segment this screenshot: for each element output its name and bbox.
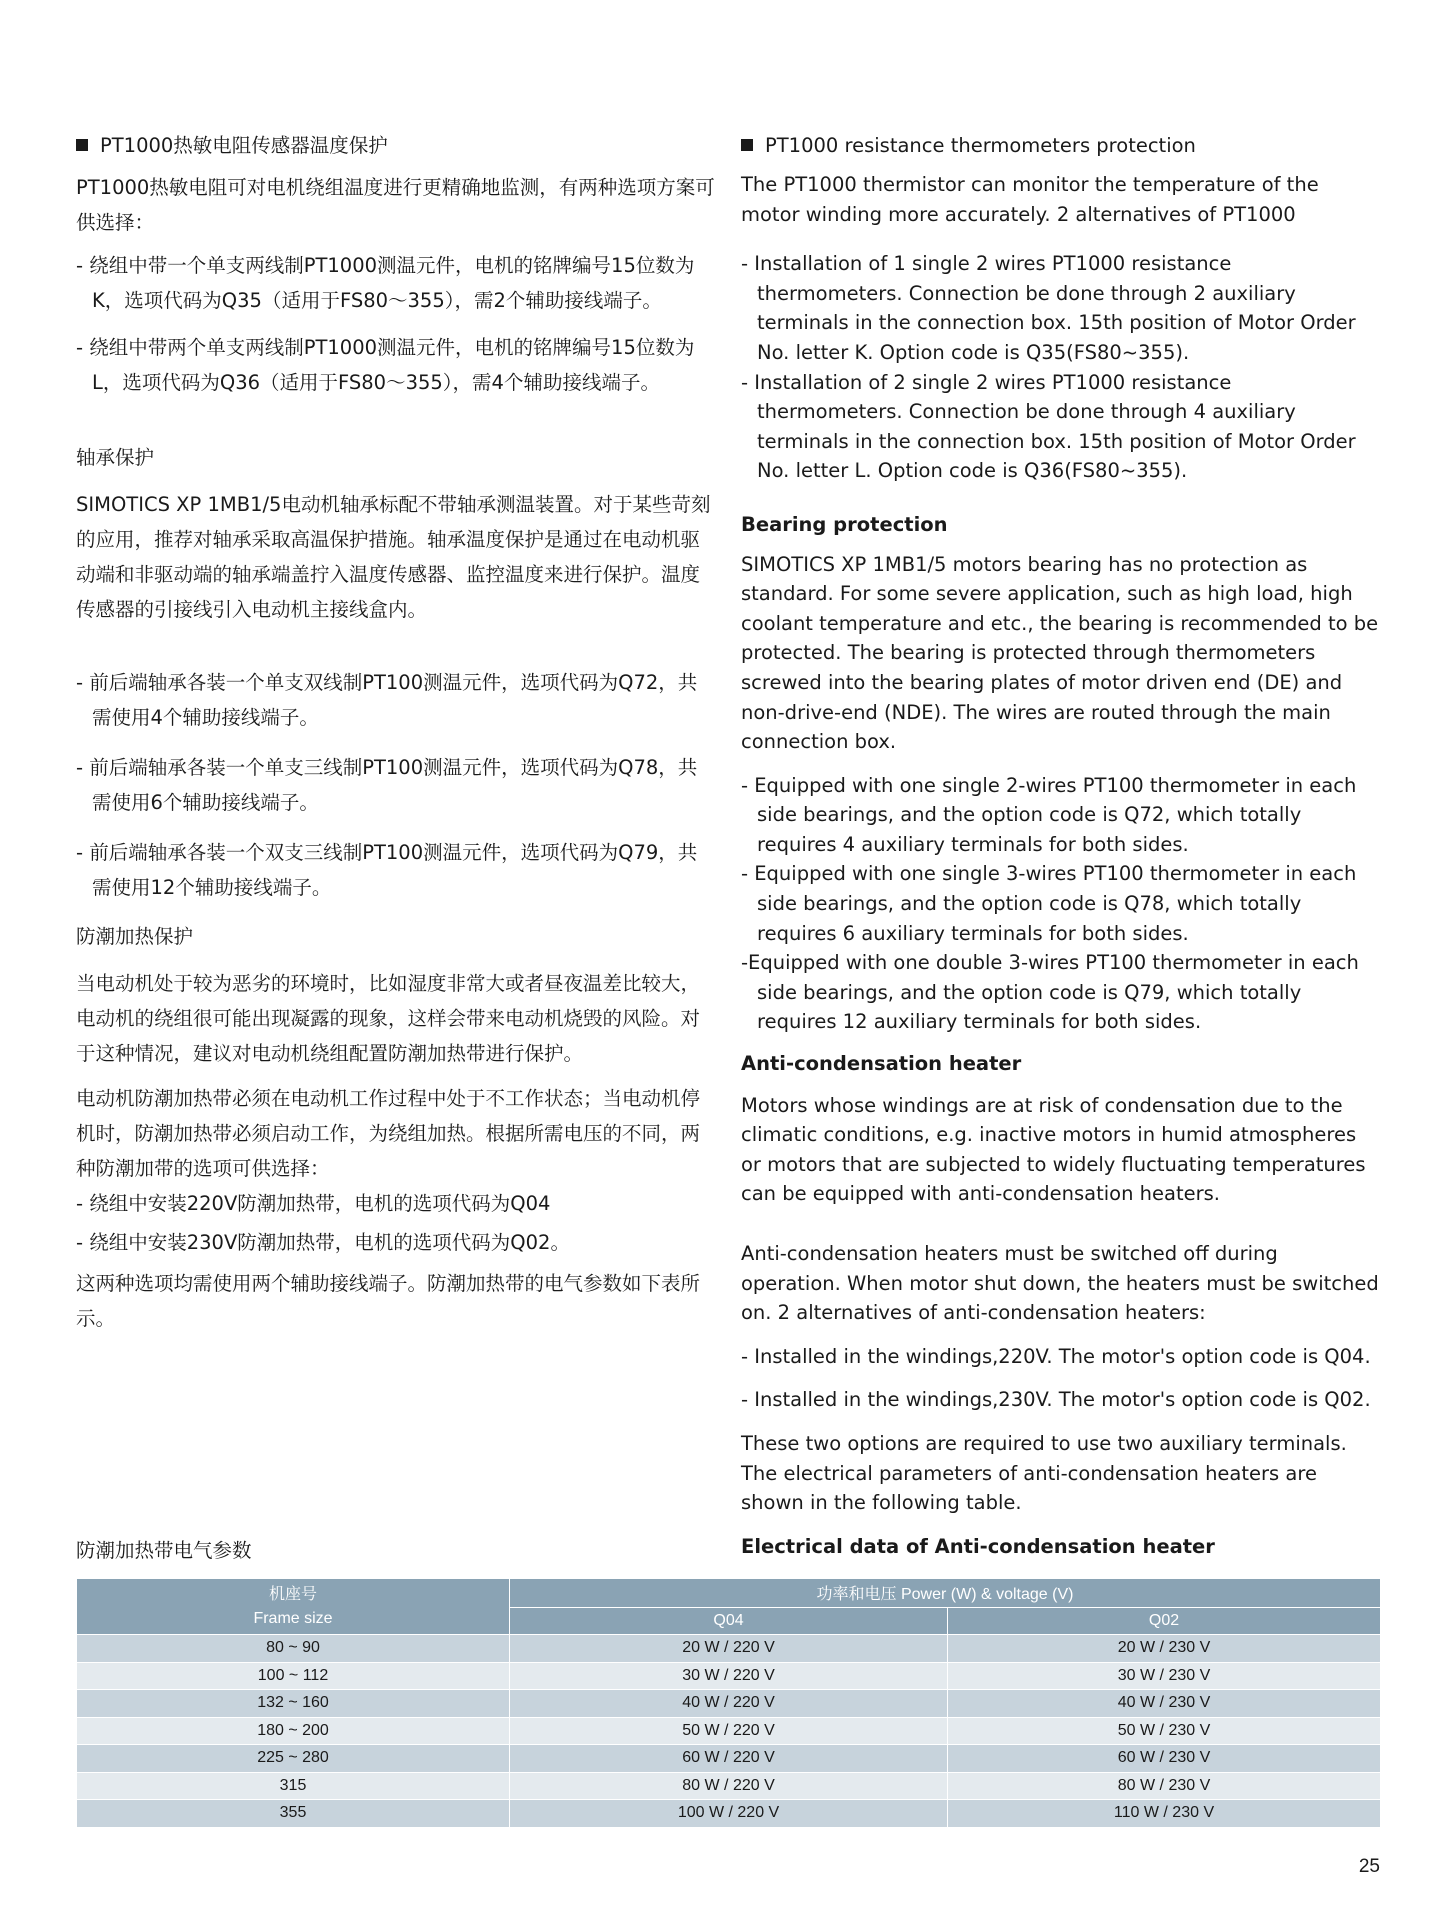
q02-cell: 110 W / 230 V <box>948 1800 1381 1828</box>
pt1000-item2-en: - Installation of 2 single 2 wires PT1000 resistance thermometers. Connection be done through 4 auxiliary terminals in the connection box. 15th position of Motor Order No. letter L. Option code is Q36(FS80~355). <box>741 370 1356 483</box>
frame-cell: 100 ~ 112 <box>77 1662 510 1690</box>
frame-cell: 315 <box>77 1772 510 1800</box>
col-header-q02: Q02 <box>948 1607 1381 1635</box>
bearing-item2-cn: - 前后端轴承各装一个单支三线制PT100测温元件，选项代码为Q78，共需使用6个辅助接线端子。 <box>76 756 698 814</box>
table-title-en: Electrical data of Anti-condensation heater <box>741 1535 1215 1558</box>
heater-item2-cn: - 绕组中安装230V防潮加热带，电机的选项代码为Q02。 <box>76 1231 570 1254</box>
frame-size-header: 机座号 Frame size <box>77 1579 510 1635</box>
frame-cell: 132 ~ 160 <box>77 1690 510 1718</box>
q02-cell: 20 W / 230 V <box>948 1635 1381 1663</box>
heater-item1-en: - Installed in the windings,220V. The motor's option code is Q04. <box>741 1344 1371 1368</box>
bearing-text-cn: SIMOTICS XP 1MB1/5电动机轴承标配不带轴承测温装置。对于某些苛刻的应用，推荐对轴承采取高温保护措施。轴承温度保护是通过在电动机驱动端和非驱动端的轴承端盖拧入温度传感器、监控温度来进行保护。温度传感器的引接线引入电动机主接线盒内。 <box>76 493 711 621</box>
q02-cell: 30 W / 230 V <box>948 1662 1381 1690</box>
bearing-item3-en: -Equipped with one double 3-wires PT100 thermometer in each side bearings, and the option code is Q79, which totally requires 12 auxiliary terminals for both sides. <box>741 951 1359 1034</box>
table-row <box>77 1800 1381 1828</box>
pt1000-intro-en: The PT1000 thermistor can monitor the temperature of the motor winding more accurately. 2 alternatives of PT1000 <box>741 173 1319 226</box>
q04-cell: 40 W / 220 V <box>510 1690 948 1718</box>
q02-cell: 40 W / 230 V <box>948 1690 1381 1718</box>
table-row <box>77 1690 1381 1718</box>
q04-cell: 50 W / 220 V <box>510 1717 948 1745</box>
heater-text1-cn: 当电动机处于较为恶劣的环境时，比如湿度非常大或者昼夜温差比较大，电动机的绕组很可能出现凝露的现象，这样会带来电动机烧毁的风险。对于这种情况，建议对电动机绕组配置防潮加热带进行保护。 <box>76 972 701 1065</box>
col-header-q04: Q04 <box>510 1607 948 1635</box>
frame-cell: 225 ~ 280 <box>77 1745 510 1773</box>
heater-text3-en: These two options are required to use two auxiliary terminals. The electrical parameters of anti-condensation heaters are shown in the following table. <box>741 1431 1347 1515</box>
table-row <box>77 1745 1381 1773</box>
heater-text1-en: Motors whose windings are at risk of condensation due to the climatic conditions, e.g. inactive motors in humid atmospheres or motors that are subjected to widely fluctuating temperatures can be equipped with anti-condensation heaters. <box>741 1093 1366 1206</box>
table-row <box>77 1662 1381 1690</box>
frame-cell: 180 ~ 200 <box>77 1717 510 1745</box>
q04-cell: 80 W / 220 V <box>510 1772 948 1800</box>
table-row <box>77 1772 1381 1800</box>
heater-heading-en: Anti-condensation heater <box>741 1052 1022 1076</box>
heater-electrical-data-table <box>76 1578 1381 1828</box>
heater-item1-cn: - 绕组中安装220V防潮加热带，电机的选项代码为Q04 <box>76 1192 551 1215</box>
frame-cell: 80 ~ 90 <box>77 1635 510 1663</box>
pt1000-item1-en: - Installation of 1 single 2 wires PT1000 resistance thermometers. Connection be done through 2 auxiliary terminals in the connection box. 15th position of Motor Order No. letter K. Option code is Q35(FS80~355). <box>741 252 1356 364</box>
power-voltage-header: 功率和电压 Power (W) & voltage (V) <box>510 1579 1381 1608</box>
q04-cell: 60 W / 220 V <box>510 1745 948 1773</box>
english-column <box>741 132 1381 1518</box>
chinese-column <box>76 132 716 1336</box>
bearing-item1-cn: - 前后端轴承各装一个单支双线制PT100测温元件，选项代码为Q72，共需使用4个辅助接线端子。 <box>76 671 698 729</box>
q02-cell: 60 W / 230 V <box>948 1745 1381 1773</box>
bearing-text-en: SIMOTICS XP 1MB1/5 motors bearing has no protection as standard. For some severe application, such as high load, high coolant temperature and etc., the bearing is recommended to be protected. The bearing is protected through thermometers screwed into the bearing plates of motor driven end (DE) and non-drive-end (NDE). The wires are routed through the main connection box. <box>741 552 1379 754</box>
heater-text2-cn: 电动机防潮加热带必须在电动机工作过程中处于不工作状态；当电动机停机时，防潮加热带必须启动工作，为绕组加热。根据所需电压的不同，两种防潮加带的选项可供选择： <box>76 1087 701 1180</box>
pt1000-intro-cn: PT1000热敏电阻可对电机绕组温度进行更精确地监测，有两种选项方案可供选择： <box>76 176 715 234</box>
bearing-item2-en: - Equipped with one single 3-wires PT100 thermometer in each side bearings, and the option code is Q78, which totally requires 6 auxiliary terminals for both sides. <box>741 862 1357 945</box>
pt1000-item1-cn: - 绕组中带一个单支两线制PT1000测温元件，电机的铭牌编号15位数为K，选项代码为Q35（适用于FS80～355），需2个辅助接线端子。 <box>76 254 695 312</box>
bearing-heading-en: Bearing protection <box>741 512 948 536</box>
q04-cell: 20 W / 220 V <box>510 1635 948 1663</box>
heater-text3-cn: 这两种选项均需使用两个辅助接线端子。防潮加热带的电气参数如下表所示。 <box>76 1272 701 1330</box>
table-row <box>77 1717 1381 1745</box>
q02-cell: 80 W / 230 V <box>948 1772 1381 1800</box>
heater-text2-en: Anti-condensation heaters must be switched off during operation. When motor shut down, the heaters must be switched on. 2 alternatives of anti-condensation heaters: <box>741 1242 1379 1325</box>
pt1000-heading-en: PT1000 resistance thermometers protection <box>741 132 1381 160</box>
pt1000-item2-cn: - 绕组中带两个单支两线制PT1000测温元件，电机的铭牌编号15位数为L，选项代码为Q36（适用于FS80～355），需4个辅助接线端子。 <box>76 336 695 394</box>
square-bullet-icon <box>741 139 753 151</box>
q02-cell: 50 W / 230 V <box>948 1717 1381 1745</box>
table-title-cn: 防潮加热带电气参数 <box>76 1539 252 1562</box>
frame-cell: 355 <box>77 1800 510 1828</box>
heater-heading-cn: 防潮加热保护 <box>76 925 194 948</box>
bearing-heading-cn: 轴承保护 <box>76 446 155 469</box>
heater-item2-en: - Installed in the windings,230V. The motor's option code is Q02. <box>741 1388 1371 1412</box>
q04-cell: 30 W / 220 V <box>510 1662 948 1690</box>
square-bullet-icon <box>76 139 88 151</box>
table-row <box>77 1635 1381 1663</box>
bearing-item3-cn: - 前后端轴承各装一个双支三线制PT100测温元件，选项代码为Q79，共需使用12个辅助接线端子。 <box>76 841 698 899</box>
pt1000-heading-cn: PT1000热敏电阻传感器温度保护 <box>76 132 716 160</box>
page-number: 25 <box>1358 1856 1380 1877</box>
bearing-item1-en: - Equipped with one single 2-wires PT100 thermometer in each side bearings, and the option code is Q72, which totally requires 4 auxiliary terminals for both sides. <box>741 773 1357 856</box>
q04-cell: 100 W / 220 V <box>510 1800 948 1828</box>
